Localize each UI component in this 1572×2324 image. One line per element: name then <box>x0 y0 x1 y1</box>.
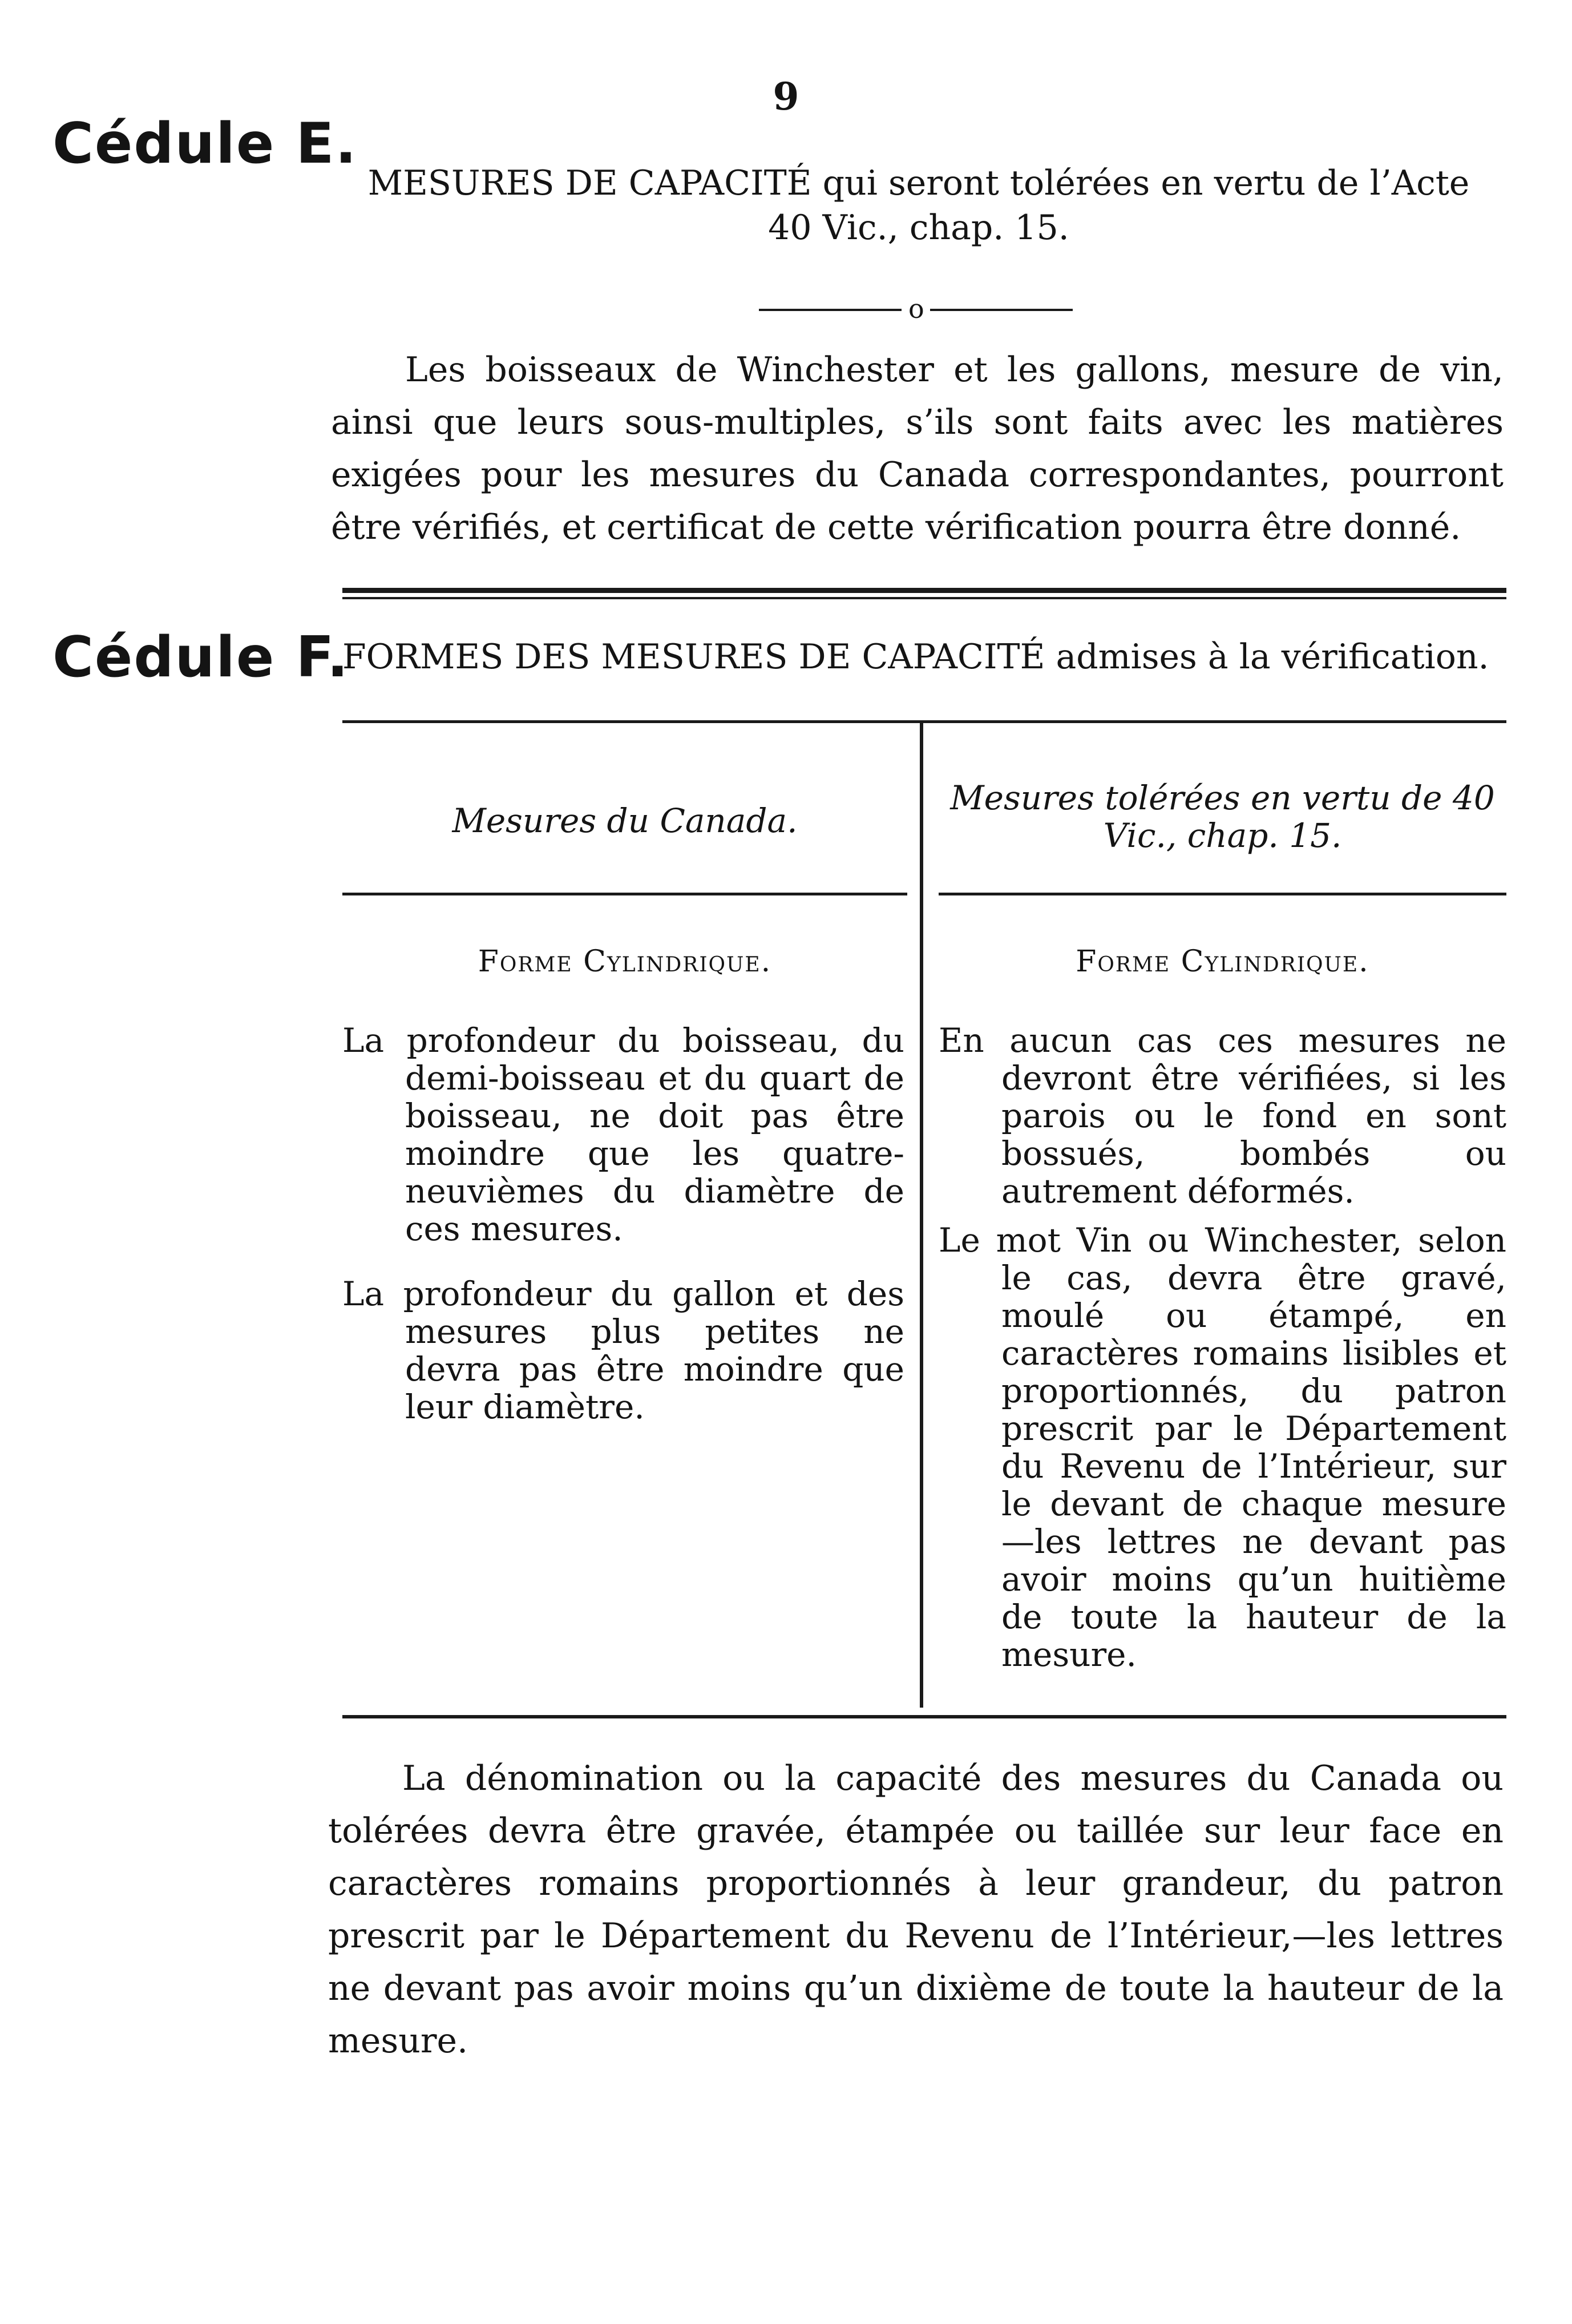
section-divider-thin <box>342 597 1506 599</box>
cedule-f-heading <box>342 635 1506 679</box>
cedule-e-label: Cédule E. <box>52 111 358 176</box>
right-column-header-line2: Vic., chap. 15. <box>1103 816 1342 855</box>
left-paragraph-1: La profondeur du boisseau, du demi-boisseau et du quart de boisseau, ne doit pas être moindre que les quatre-neuvièmes du diamètre de ces mesures. <box>342 1021 904 1248</box>
right-column-subheader: Forme Cylindrique. <box>1076 945 1369 979</box>
table-top-rule <box>342 720 1506 723</box>
left-header-rule <box>342 893 907 895</box>
left-paragraph-2: La profondeur du gallon et des mesures plus petites ne devra pas être moindre que leur diamètre. <box>342 1274 904 1426</box>
closing-paragraph: La dénomination ou la capacité des mesures du Canada ou tolérées devra être gravée, étampée ou taillée sur leur face en caractères romains proportionnés à leur grandeur, du patron prescrit par le Département du Revenu de l’Intérieur,—les lettres ne devant pas avoir moins qu’un dixième de toute la hauteur de la mesure. <box>328 1758 1504 2061</box>
section-ornament <box>759 293 1078 324</box>
page-number: 9 <box>773 74 799 119</box>
table-column-divider <box>920 720 923 1708</box>
right-paragraph-2: Le mot Vin ou Winchester, selon le cas, devra être gravé, moulé ou étampé, en caractères romains lisibles et proportionnés, du patron prescrit par le Département du Revenu de l’Intérieur, sur le devant de chaque mesure—les lettres ne devant pas avoir moins qu’un huitième de toute la hauteur de la mesure. <box>939 1221 1506 1674</box>
right-header-rule <box>939 893 1506 895</box>
ornament-mark: o <box>908 293 924 324</box>
right-paragraph-1: En aucun cas ces mesures ne devront être vérifiées, si les parois ou le fond en sont bossués, bombés ou autrement déformés. <box>939 1021 1506 1211</box>
cedule-f-label: Cédule F. <box>52 625 350 690</box>
right-column-header-line1: Mesures tolérées en vertu de 40 <box>950 778 1495 817</box>
table-bottom-rule <box>342 1715 1506 1718</box>
cedule-f-heading-caps: FORMES DES MESURES DE CAPACITÉ <box>342 637 1045 677</box>
cedule-e-heading-caps: MESURES DE CAPACITÉ <box>367 163 812 203</box>
cedule-e-heading-line2: 40 Vic., chap. 15. <box>768 208 1069 248</box>
section-divider-thick <box>342 588 1506 593</box>
cedule-e-heading <box>334 161 1504 250</box>
left-column-text <box>342 1022 904 1426</box>
cedule-f-heading-rest: admises à la vérification. <box>1056 637 1489 677</box>
right-column-text <box>939 1022 1506 1673</box>
cedule-e-paragraph: Les boisseaux de Winchester et les gallons, mesure de vin, ainsi que leurs sous-multiples, s’ils sont faits avec les matières exigées pour les mesures du Canada correspondantes, pourront être vérifiés, et certificat de cette vérification pourra être donné. <box>331 350 1504 547</box>
left-column-header: Mesures du Canada. <box>452 801 798 840</box>
cedule-e-heading-rest: qui seront tolérées en vertu de l’Acte <box>822 163 1470 203</box>
right-column-header <box>939 779 1506 854</box>
left-column-subheader: Forme Cylindrique. <box>478 945 772 979</box>
